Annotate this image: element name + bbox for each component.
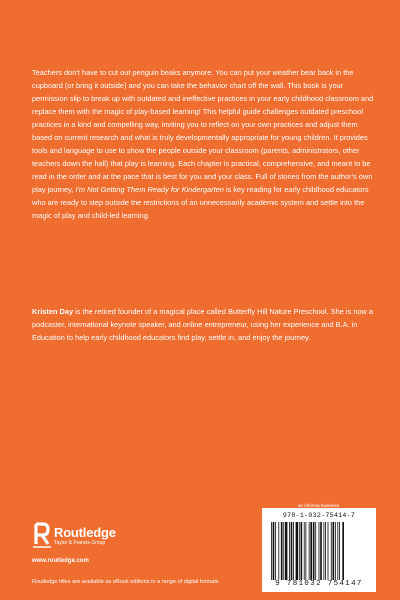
barcode-bar [289, 522, 290, 580]
description-part-1: Teachers don't have to cut out penguin beaks anymore. You can put your weather bear back in the cupboard (or bring it outside) and you can take the behavior chart off the wall. This book is your permission slip to break up with outdated and ineffective practices in your early childhood classroom and replace them with the magic of play-based learning! This helpful guide challenges outdated preschool practices in a kind and compelling way, inviting you to reflect on your own practices and adjust them based on current research and what is truly developmentally appropriate for young children. It provides tools and language to use to show the people outside your classroom (parents, administrators, other teachers down the hall) that play is learning. Each chapter is practical, comprehensive, and meant to be read in the order and at the pace that is best for you and your class. Full of stories from the author's own play journey, [32, 68, 374, 194]
barcode-bar [293, 522, 294, 580]
description-part-2: is key reading for early childhood educators who are ready to step outside the restrictions of an unnecessarily academic system and settle into the magic of play and child-led learning. [32, 185, 369, 220]
barcode-bar [285, 522, 287, 580]
author-bio-text: is the retired founder of a magical place called Butterfly Hill Nature Preschool. She is now a podcaster, international keynote speaker, and online entrepreneur, using her experience and B.A. in Education to help early childhood educators find play, settle in, and enjoy the journey. [32, 307, 373, 342]
barcode-bar [313, 522, 315, 580]
barcode-bar [320, 522, 322, 580]
barcode-bar [301, 522, 303, 580]
barcode-bar [271, 522, 272, 580]
book-description [32, 66, 374, 222]
barcode-bar [331, 522, 332, 580]
informa-tagline: an informa business [298, 503, 340, 508]
barcode-bar [296, 522, 298, 580]
author-bio [32, 305, 374, 344]
barcode-bar [275, 522, 276, 580]
barcode-bar [283, 522, 284, 580]
barcode-bar [325, 522, 326, 580]
barcode-bar [299, 522, 300, 580]
publisher-name: Routledge [54, 525, 116, 540]
barcode-bar [278, 522, 279, 580]
barcode-bar [335, 522, 336, 580]
publisher-group: Taylor & Francis Group [54, 540, 106, 546]
barcode-bar [333, 522, 335, 580]
routledge-logo-icon [32, 522, 52, 552]
book-title-italic: I'm Not Getting Them Ready for Kindergarten [75, 185, 224, 194]
barcode-digits: 9 781032 754147 [275, 580, 363, 588]
barcode-bar [337, 522, 338, 580]
barcode-bar [304, 522, 305, 580]
isbn-barcode [262, 508, 376, 592]
barcode-bar [309, 522, 310, 580]
barcode-bar [315, 522, 316, 580]
barcode-bar [339, 522, 340, 580]
publisher-url: www.routledge.com [32, 558, 89, 564]
isbn-number: 978-1-032-75414-7 [282, 512, 356, 519]
publisher-block [32, 522, 192, 572]
barcode-bar [328, 522, 329, 580]
barcode-bar [305, 522, 306, 580]
barcode-bar [273, 522, 275, 580]
barcode-icon [270, 522, 368, 580]
barcode-bar [319, 522, 320, 580]
author-name: Kristen Day [32, 307, 74, 316]
barcode-bar [310, 522, 312, 580]
ebook-availability-note: Routledge titles are available as eBook editions in a range of digital formats [32, 579, 219, 585]
barcode-bar [342, 522, 344, 580]
barcode-bar [281, 522, 283, 580]
barcode-bar [323, 522, 324, 580]
barcode-bar [291, 522, 293, 580]
